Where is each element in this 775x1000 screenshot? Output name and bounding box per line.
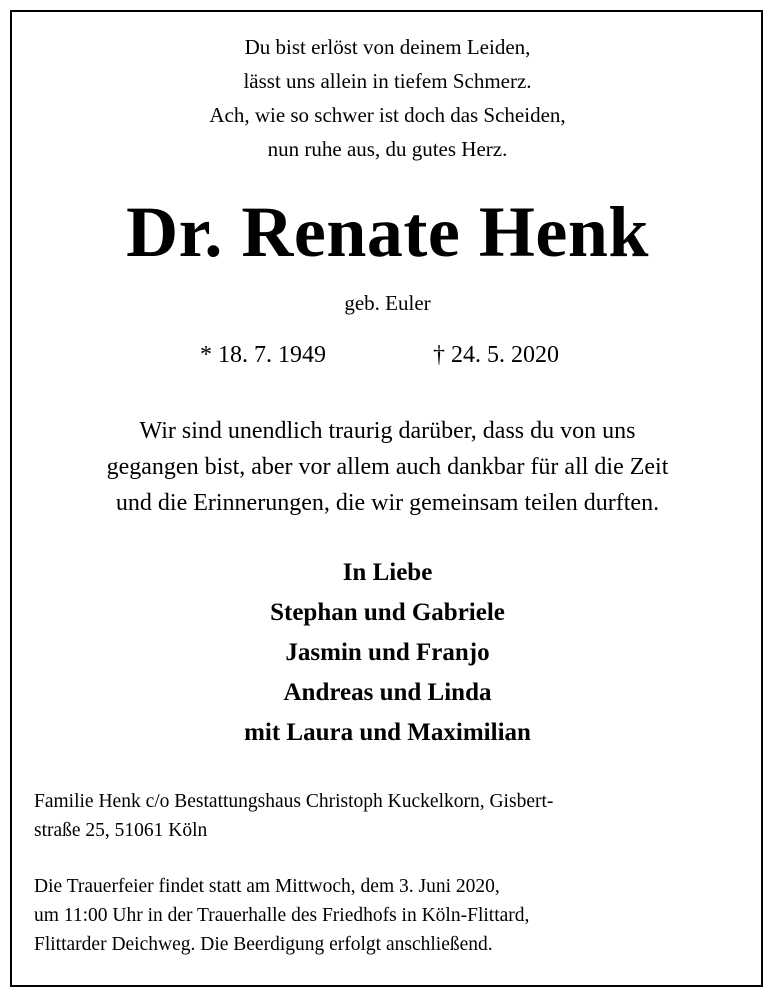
family-line: Andreas und Linda — [283, 679, 492, 706]
ceremony-line: Flittarder Deichweg. Die Beerdigung erfolgt anschließend. — [34, 934, 493, 955]
family-line: mit Laura und Maximilian — [244, 719, 531, 746]
family-line: Stephan und Gabriele — [270, 599, 505, 626]
ceremony-line: um 11:00 Uhr in der Trauerhalle des Friedhofs in Köln-Flittard, — [34, 905, 530, 926]
ceremony-line: Die Trauerfeier findet statt am Mittwoch, dem 3. Juni 2020, — [34, 876, 500, 897]
message-line: und die Erinnerungen, die wir gemeinsam teilen durften. — [115, 490, 660, 516]
birth-name: geb. Euler — [344, 291, 431, 315]
address-line: straße 25, 51061 Köln — [34, 820, 208, 841]
birth-date: * 18. 7. 1949 — [200, 342, 326, 368]
poem-line: Du bist erlöst von deinem Leiden, — [244, 35, 531, 59]
contact-address — [34, 787, 754, 845]
family-signatures — [0, 553, 775, 753]
address-line: Familie Henk c/o Bestattungshaus Christoph Kuckelkorn, Gisbert- — [34, 791, 554, 812]
death-date: † 24. 5. 2020 — [433, 342, 559, 368]
poem-line: Ach, wie so schwer ist doch das Scheiden, — [209, 103, 566, 127]
poem — [0, 30, 775, 166]
poem-line: lässt uns allein in tiefem Schmerz. — [243, 69, 532, 93]
message-line: Wir sind unendlich traurig darüber, dass du von uns — [139, 418, 636, 444]
poem-line: nun ruhe aus, du gutes Herz. — [267, 137, 508, 161]
condolence-message — [0, 413, 775, 521]
ceremony-info — [34, 872, 754, 959]
message-line: gegangen bist, aber vor allem auch dankbar für all die Zeit — [106, 454, 669, 480]
family-line: Jasmin und Franjo — [285, 639, 490, 666]
deceased-name: Dr. Renate Henk — [126, 192, 649, 272]
life-dates — [0, 338, 775, 372]
family-line: In Liebe — [342, 559, 433, 586]
